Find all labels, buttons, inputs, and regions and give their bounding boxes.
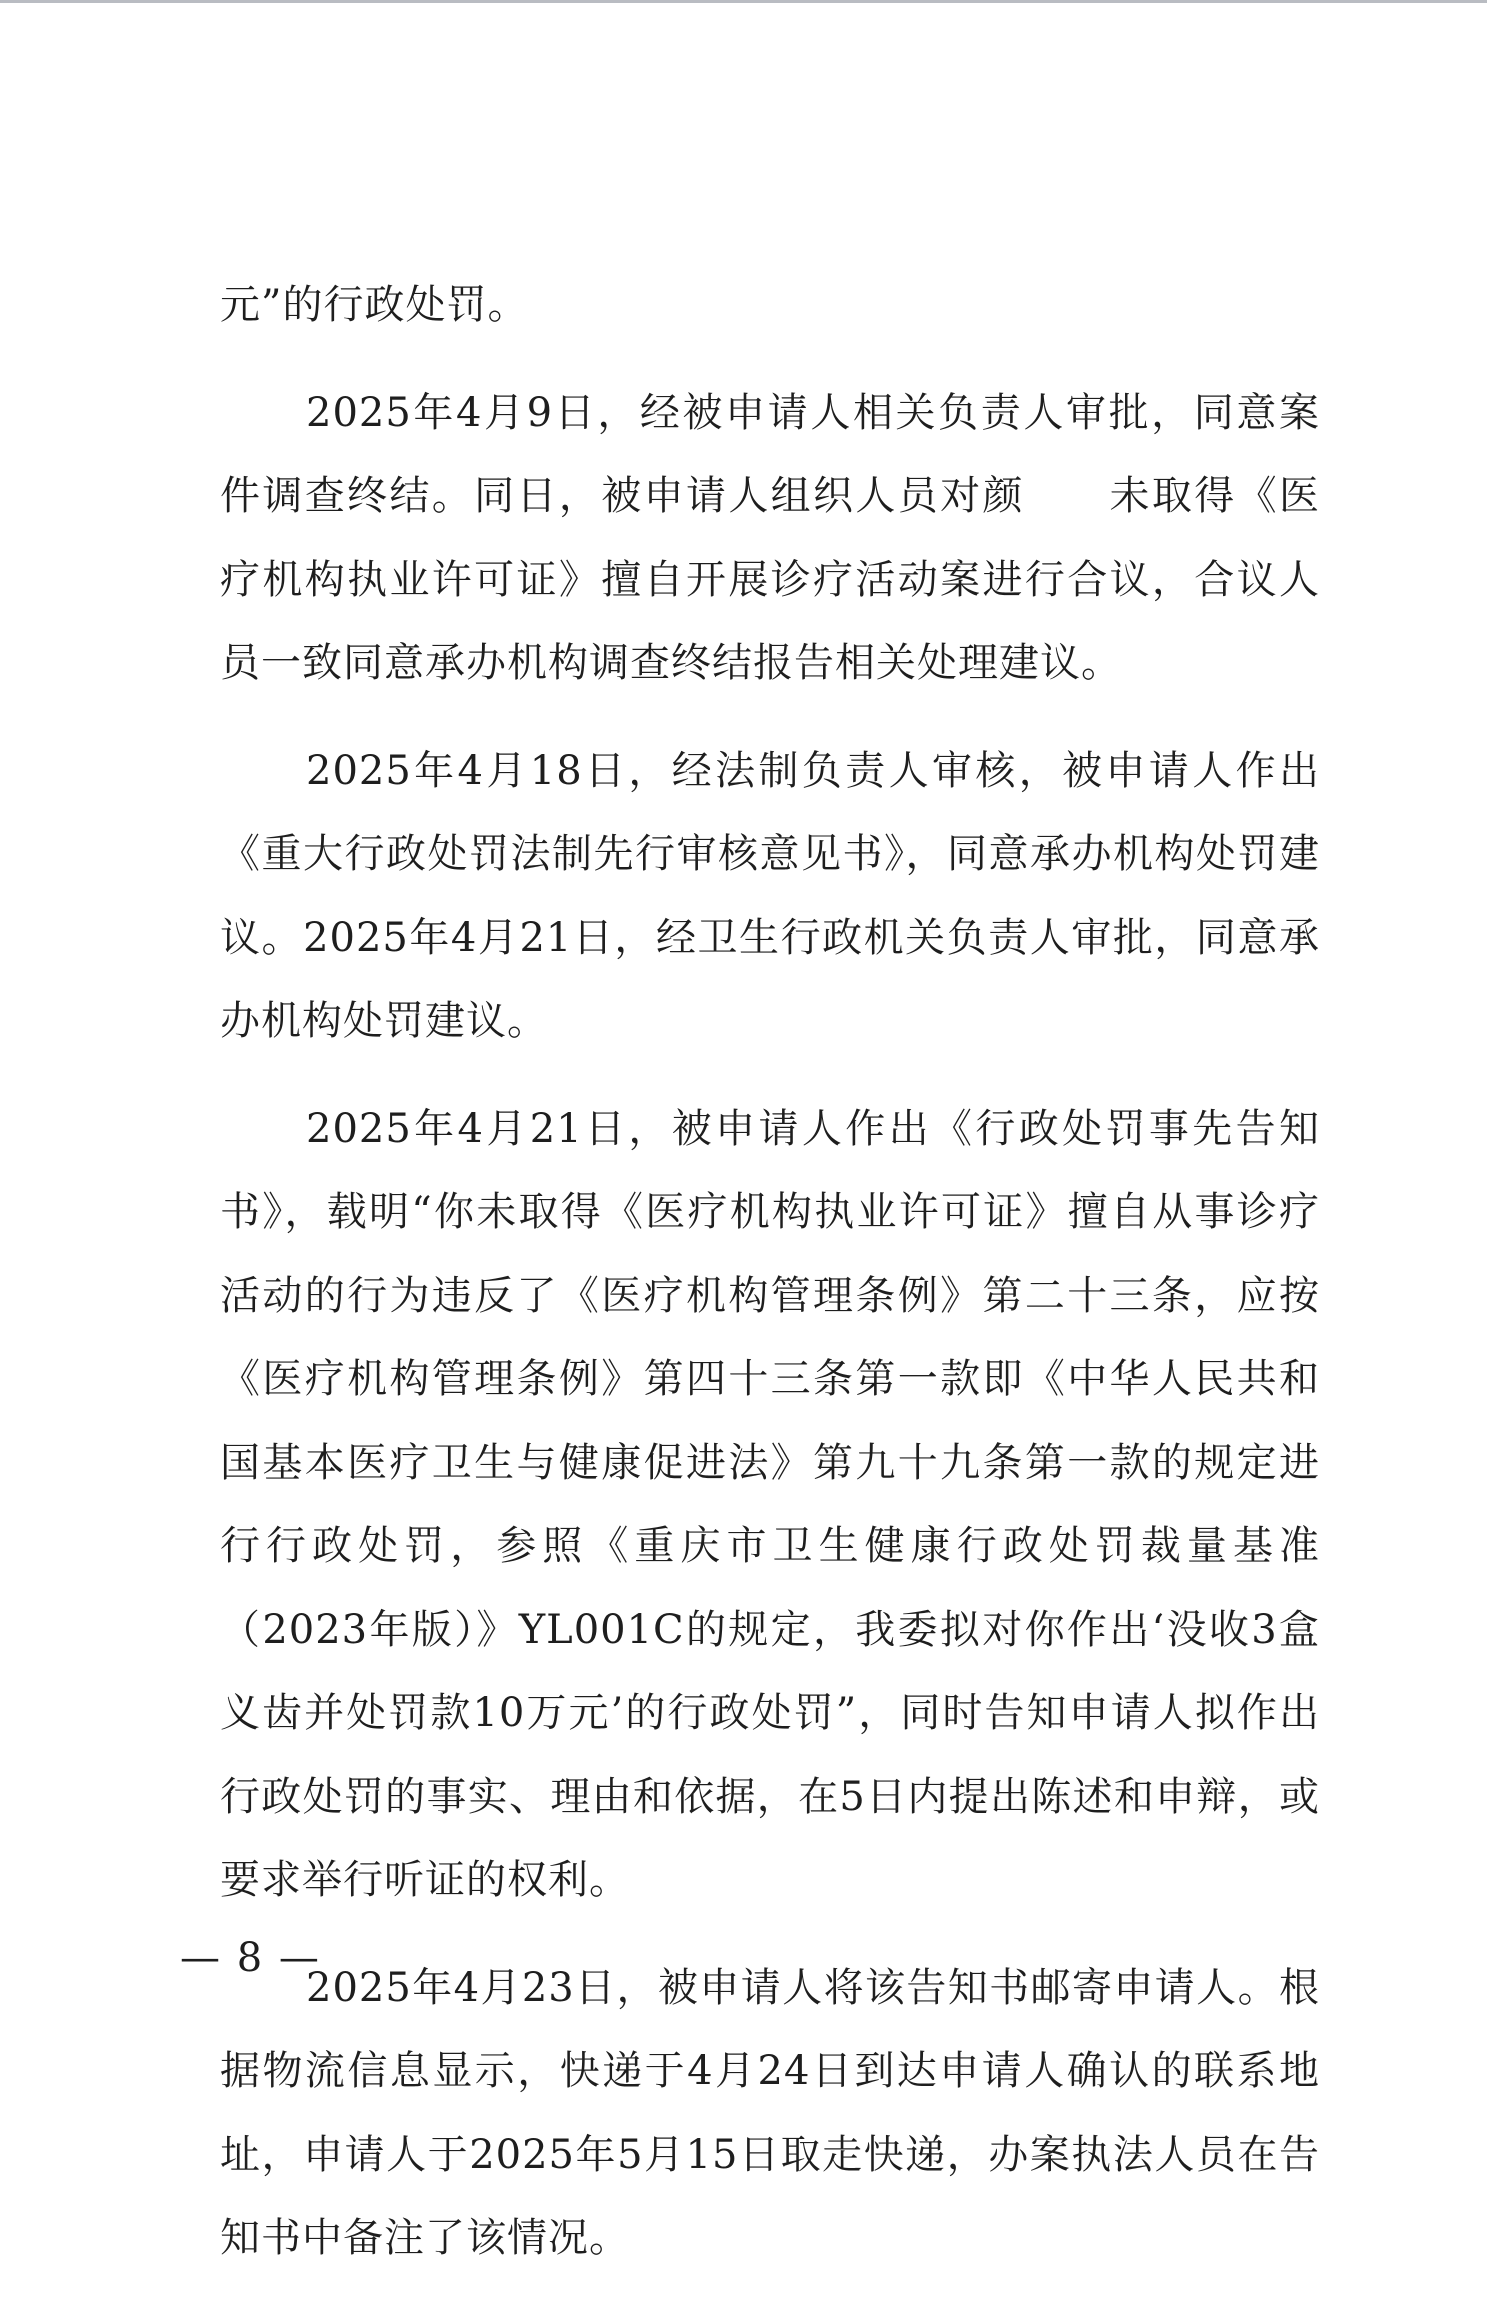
paragraph-legal-review: 2025年4月18日，经法制负责人审核，被申请人作出《重大行政处罚法制先行审核意见书》，同意承办机构处罚建议。2025年4月21日，经卫生行政机关负责人审批，同意承办机构处罚建议。 <box>220 747 1320 1044</box>
paragraph-mailing: 2025年4月23日，被申请人将该告知书邮寄申请人。根据物流信息显示，快递于4月24日到达申请人确认的联系地址，申请人于2025年5月15日取走快递，办案执法人员在告知书中备注了该情况。 <box>220 1964 1320 2261</box>
document-body <box>220 264 1443 2305</box>
paragraph-investigation-conclusion: 2025年4月9日，经被申请人相关负责人审批，同意案件调查终结。同日，被申请人组织人员对颜 未取得《医疗机构执业许可证》擅自开展诊疗活动案进行合议，合议人员一致同意承办机构调查终结报告相关处理建议。 <box>220 389 1320 686</box>
paragraph-continuation: 元”的行政处罚。 <box>220 282 529 328</box>
paragraph-prior-notice: 2025年4月21日，被申请人作出《行政处罚事先告知书》，载明“你未取得《医疗机构执业许可证》擅自从事诊疗活动的行为违反了《医疗机构管理条例》第二十三条，应按《医疗机构管理条例》第四十三条第一款即《中华人民共和国基本医疗卫生与健康促进法》第九十九条第一款的规定进行行政处罚，参照《重庆市卫生健康行政处罚裁量基准（2023年版）》YL001C的规定，我委拟对你作出‘没收3盒 义齿并处罚款10万元’的行政处罚”，同时告知申请人拟作出行政处罚的事实、理由和依据，在5日内提出陈述和申辩，或要求举行听证的权利。 <box>220 1105 1443 1903</box>
page-number: — 8 — <box>180 1935 321 1981</box>
top-rule <box>0 0 1487 3</box>
